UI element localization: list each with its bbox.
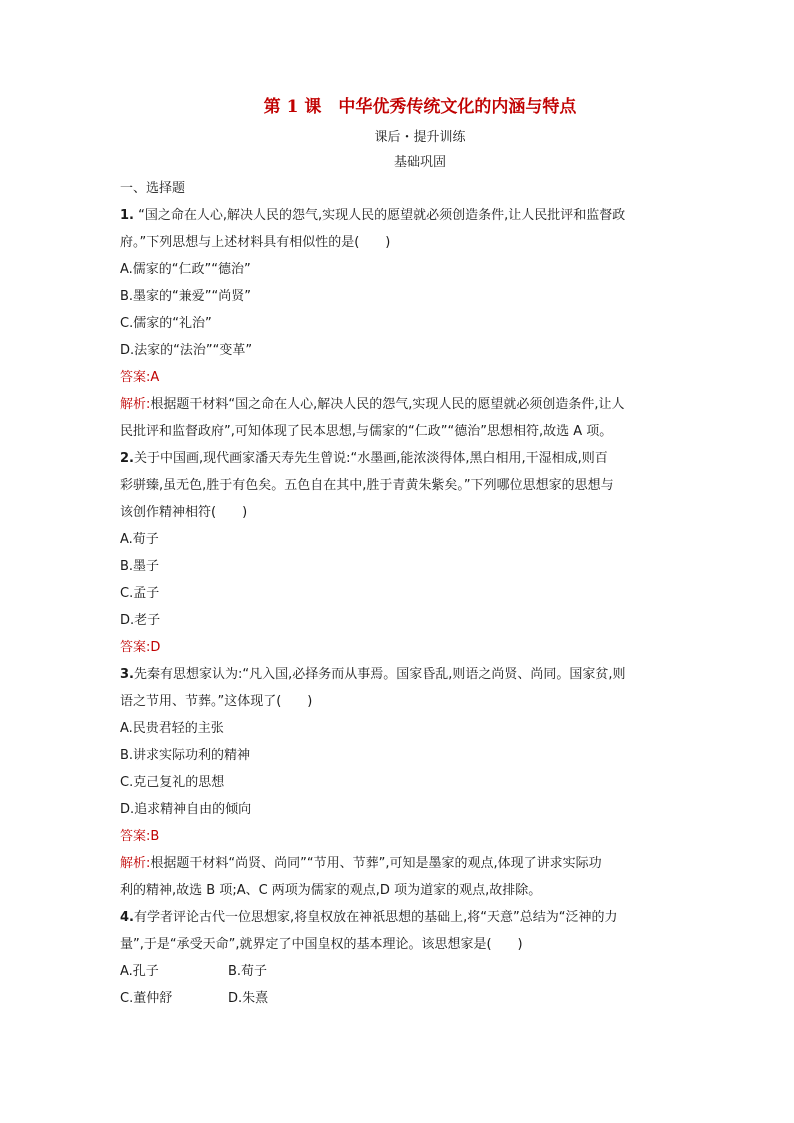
- option-b: B.荀子: [228, 964, 268, 979]
- lesson-title: 第 1 课 中华优秀传统文化的内涵与特点: [263, 97, 577, 117]
- stem-line: 有学者评论古代一位思想家,将皇权放在神祇思想的基础上,将“天意”总结为“泛神的力: [133, 910, 618, 925]
- answer: [120, 823, 680, 850]
- stem-line: 先秦有思想家认为:“凡入国,必择务而从事焉。国家昏乱,则语之尚贤、尚同。国家贫,则: [133, 667, 626, 682]
- question-stem: [120, 445, 680, 472]
- option-c: C.克己复礼的思想: [120, 775, 225, 790]
- question-1: [120, 202, 680, 445]
- option-b: B.讲求实际功利的精神: [120, 748, 251, 763]
- question-number: 1.: [120, 208, 134, 223]
- question-number: 2.: [120, 451, 134, 466]
- stem-line: “国之命在人心,解决人民的怨气,实现人民的愿望就必须创造条件,让人民批评和监督政: [133, 208, 626, 223]
- lesson-subtitle: 课后・提升训练: [374, 130, 466, 145]
- analysis-text: 根据题干材料“国之命在人心,解决人民的怨气,实现人民的愿望就必须创造条件,让人: [150, 397, 625, 412]
- analysis-text: 利的精神,故选 B 项;A、C 两项为儒家的观点,D 项为道家的观点,故排除。: [120, 883, 542, 898]
- option-c: C.儒家的“礼治”: [120, 316, 212, 331]
- option-a: A.民贵君轻的主张: [120, 721, 224, 736]
- answer-label: 答案:: [120, 370, 151, 385]
- option-c: C.董仲舒: [120, 991, 173, 1006]
- answer-value: B: [150, 829, 160, 844]
- analysis-label: 解析:: [120, 397, 151, 412]
- answer: [120, 634, 680, 661]
- question-number: 3.: [120, 667, 134, 682]
- option-d: D.法家的“法治”“变革”: [120, 343, 253, 358]
- stem-line: 该创作精神相符( ): [120, 505, 248, 520]
- option-d: D.朱熹: [228, 991, 269, 1006]
- answer-value: A: [150, 370, 160, 385]
- answer: [120, 364, 680, 391]
- question-3: [120, 661, 680, 904]
- option-a: A.孔子: [120, 964, 159, 979]
- answer-label: 答案:: [120, 640, 151, 655]
- option-a: A.儒家的“仁政”“德治”: [120, 262, 251, 277]
- option-d: D.老子: [120, 613, 161, 628]
- option-b: B.墨家的“兼爱”“尚贤”: [120, 289, 251, 304]
- options-row: [120, 958, 680, 985]
- option-c: C.孟子: [120, 586, 160, 601]
- option-d: D.追求精神自由的倾向: [120, 802, 252, 817]
- stem-line: 关于中国画,现代画家潘天寿先生曾说:“水墨画,能浓淡得体,黑白相用,干湿相成,则百: [133, 451, 608, 466]
- analysis-text: 民批评和监督政府”,可知体现了民本思想,与儒家的“仁政”“德治”思想相符,故选 A 项。: [120, 424, 613, 439]
- analysis-text: 根据题干材料“尚贤、尚同”“节用、节葬”,可知是墨家的观点,体现了讲求实际功: [150, 856, 602, 871]
- analysis: [120, 391, 680, 418]
- question-stem: [120, 661, 680, 688]
- question-2: [120, 445, 680, 661]
- option-a: A.荀子: [120, 532, 159, 547]
- question-stem: [120, 904, 680, 931]
- question-stem: [120, 202, 680, 229]
- answer-value: D: [150, 640, 161, 655]
- stem-line: 量”,于是“承受天命”,就界定了中国皇权的基本理论。该思想家是( ): [120, 937, 523, 952]
- answer-label: 答案:: [120, 829, 151, 844]
- stem-line: 彩骈臻,虽无色,胜于有色矣。五色自在其中,胜于青黄朱紫矣。”下列哪位思想家的思想与: [120, 478, 614, 493]
- analysis: [120, 850, 680, 877]
- options-row: [120, 985, 680, 1012]
- analysis-label: 解析:: [120, 856, 151, 871]
- stem-line: 府。”下列思想与上述材料具有相似性的是( ): [120, 235, 391, 250]
- section-heading: 基础巩固: [393, 155, 446, 170]
- stem-line: 语之节用、节葬。”这体现了( ): [120, 694, 313, 709]
- part-heading: 一、选择题: [120, 181, 186, 196]
- question-4: [120, 904, 680, 1012]
- question-number: 4.: [120, 910, 134, 925]
- option-b: B.墨子: [120, 559, 160, 574]
- document-content: [120, 93, 680, 1012]
